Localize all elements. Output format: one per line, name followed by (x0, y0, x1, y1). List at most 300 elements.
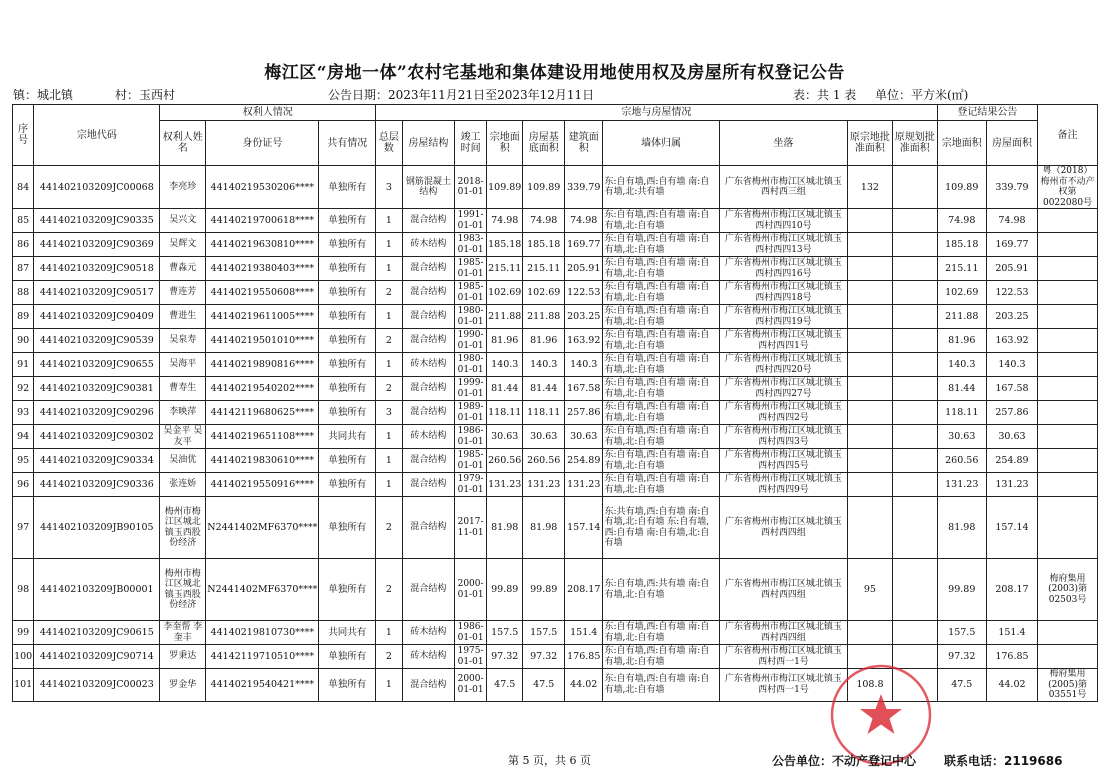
row-owner: 罗秉达 (160, 645, 206, 669)
row-parcel-code: 441402103209JC90517 (34, 281, 160, 305)
row-floors: 2 (376, 559, 403, 621)
row-year: 1975-01-01 (455, 645, 487, 669)
row-land-area: 140.3 (487, 353, 523, 377)
row-structure: 混合结构 (402, 669, 454, 702)
table-row (13, 209, 1098, 233)
row-share: 单独所有 (319, 257, 376, 281)
row-structure: 混合结构 (402, 497, 454, 559)
row-result-land: 81.96 (937, 329, 986, 353)
row-orig-approved (848, 329, 893, 353)
row-land-area: 97.32 (487, 645, 523, 669)
row-year: 1989-01-01 (455, 401, 487, 425)
row-boundary: 东:自有墙,西:自有墙 南:自有墙,北:自有墙 (603, 281, 719, 305)
row-build-area: 131.23 (565, 473, 603, 497)
row-seq: 93 (13, 401, 34, 425)
row-result-house: 254.89 (986, 449, 1037, 473)
row-seq: 101 (13, 669, 34, 702)
row-owner: 张连娇 (160, 473, 206, 497)
table-row (13, 353, 1098, 377)
header-year: 竣工时间 (455, 121, 487, 166)
row-orig-approved (848, 377, 893, 401)
row-seq: 88 (13, 281, 34, 305)
row-land-area: 30.63 (487, 425, 523, 449)
row-result-house: 169.77 (986, 233, 1037, 257)
row-seq: 100 (13, 645, 34, 669)
row-parcel-code: 441402103209JC90714 (34, 645, 160, 669)
row-orig-plan (892, 621, 937, 645)
row-result-land: 30.63 (937, 425, 986, 449)
row-remark: 梅府集用(2005)第03551号 (1038, 669, 1098, 702)
row-result-house: 203.25 (986, 305, 1037, 329)
row-share: 单独所有 (319, 377, 376, 401)
row-boundary: 东:自有墙,西:自有墙 南:自有墙,北:自有墙 (603, 377, 719, 401)
row-land-area: 215.11 (487, 257, 523, 281)
row-orig-approved (848, 497, 893, 559)
row-orig-plan (892, 257, 937, 281)
row-result-house: 257.86 (986, 401, 1037, 425)
row-boundary: 东:自有墙,西:自有墙 南:自有墙,北:自有墙 (603, 233, 719, 257)
row-structure: 砖木结构 (402, 233, 454, 257)
row-orig-plan (892, 209, 937, 233)
row-orig-approved (848, 305, 893, 329)
row-structure: 砖木结构 (402, 425, 454, 449)
row-structure: 砖木结构 (402, 353, 454, 377)
row-build-area: 167.58 (565, 377, 603, 401)
row-share: 单独所有 (319, 166, 376, 209)
row-remark (1038, 305, 1098, 329)
row-seq: 97 (13, 497, 34, 559)
row-result-land: 215.11 (937, 257, 986, 281)
row-seq: 98 (13, 559, 34, 621)
table-count: 表：共 1 表 (793, 88, 857, 102)
row-share: 单独所有 (319, 645, 376, 669)
row-location: 广东省梅州市梅江区城北镇玉西村西四20号 (719, 353, 847, 377)
row-seq: 84 (13, 166, 34, 209)
row-floors: 1 (376, 425, 403, 449)
row-share: 单独所有 (319, 669, 376, 702)
row-year: 1985-01-01 (455, 449, 487, 473)
row-year: 1990-01-01 (455, 329, 487, 353)
row-owner: 梅州市梅江区城北镇玉西股份经济 (160, 559, 206, 621)
row-build-area: 169.77 (565, 233, 603, 257)
row-seq: 87 (13, 257, 34, 281)
row-orig-plan (892, 473, 937, 497)
row-land-area: 131.23 (487, 473, 523, 497)
table-row (13, 559, 1098, 621)
header-result-land: 宗地面积 (937, 121, 986, 166)
row-orig-approved (848, 353, 893, 377)
row-build-area: 176.85 (565, 645, 603, 669)
row-boundary: 东:自有墙,西:自有墙 南:自有墙,北:自有墙 (603, 329, 719, 353)
row-remark (1038, 257, 1098, 281)
header-seq: 序号 (13, 105, 34, 166)
row-base-area: 260.56 (523, 449, 565, 473)
row-land-area: 157.5 (487, 621, 523, 645)
row-boundary: 东:自有墙,西:自有墙 南:自有墙,北:自有墙 (603, 353, 719, 377)
row-parcel-code: 441402103209JC00068 (34, 166, 160, 209)
row-location: 广东省梅州市梅江区城北镇玉西村西四27号 (719, 377, 847, 401)
row-build-area: 208.17 (565, 559, 603, 621)
row-share: 单独所有 (319, 497, 376, 559)
row-id: N2441402MF6370**** (206, 559, 319, 621)
row-year: 1985-01-01 (455, 281, 487, 305)
table-row (13, 305, 1098, 329)
row-parcel-code: 441402103209JC90518 (34, 257, 160, 281)
row-result-house: 163.92 (986, 329, 1037, 353)
row-year: 2018-01-01 (455, 166, 487, 209)
row-orig-plan (892, 353, 937, 377)
row-base-area: 81.98 (523, 497, 565, 559)
row-base-area: 81.96 (523, 329, 565, 353)
row-build-area: 157.14 (565, 497, 603, 559)
row-id: 44140219380403**** (206, 257, 319, 281)
row-base-area: 74.98 (523, 209, 565, 233)
row-floors: 2 (376, 645, 403, 669)
row-share: 单独所有 (319, 353, 376, 377)
header-boundary: 墙体归属 (603, 121, 719, 166)
row-boundary: 东:自有墙,西:自有墙 南:自有墙,北:自有墙 (603, 401, 719, 425)
row-location: 广东省梅州市梅江区城北镇玉西村西四组 (719, 559, 847, 621)
row-location: 广东省梅州市梅江区城北镇玉西村西四9号 (719, 473, 847, 497)
row-location: 广东省梅州市梅江区城北镇玉西村西三组 (719, 166, 847, 209)
row-id: 44140219651108**** (206, 425, 319, 449)
row-year: 1986-01-01 (455, 621, 487, 645)
row-owner: 曹进生 (160, 305, 206, 329)
row-structure: 砖木结构 (402, 645, 454, 669)
row-land-area: 81.44 (487, 377, 523, 401)
row-year: 1985-01-01 (455, 257, 487, 281)
row-seq: 99 (13, 621, 34, 645)
row-parcel-code: 441402103209JC90655 (34, 353, 160, 377)
row-floors: 2 (376, 377, 403, 401)
row-location: 广东省梅州市梅江区城北镇玉西村西四16号 (719, 257, 847, 281)
row-land-area: 99.89 (487, 559, 523, 621)
row-id: 44140219501010**** (206, 329, 319, 353)
row-boundary: 东:自有墙,西:自有墙 南:自有墙,北:自有墙 (603, 449, 719, 473)
row-land-area: 81.96 (487, 329, 523, 353)
row-build-area: 205.91 (565, 257, 603, 281)
row-remark (1038, 449, 1098, 473)
row-remark (1038, 621, 1098, 645)
row-owner: 吴辉文 (160, 233, 206, 257)
row-result-house: 74.98 (986, 209, 1037, 233)
row-build-area: 203.25 (565, 305, 603, 329)
page-indicator: 第 5 页，共 6 页 (508, 754, 591, 767)
row-boundary: 东:自有墙,西:自有墙 南:自有墙,北:共有墙 (603, 166, 719, 209)
header-share: 共有情况 (319, 121, 376, 166)
row-structure: 混合结构 (402, 281, 454, 305)
row-id: 44140219810730**** (206, 621, 319, 645)
header-rights-group: 权利人情况 (160, 105, 376, 121)
row-owner: 罗金华 (160, 669, 206, 702)
row-result-land: 81.98 (937, 497, 986, 559)
row-remark (1038, 645, 1098, 669)
row-base-area: 97.32 (523, 645, 565, 669)
row-id: 44140219890816**** (206, 353, 319, 377)
row-base-area: 99.89 (523, 559, 565, 621)
row-boundary: 东:自有墙,西:自有墙 南:自有墙,北:自有墙 (603, 257, 719, 281)
row-result-land: 47.5 (937, 669, 986, 702)
row-id: 44142119710510**** (206, 645, 319, 669)
row-floors: 1 (376, 257, 403, 281)
row-orig-plan (892, 166, 937, 209)
row-orig-approved (848, 473, 893, 497)
row-result-land: 102.69 (937, 281, 986, 305)
table-row (13, 166, 1098, 209)
row-id: 44140219550916**** (206, 473, 319, 497)
row-share: 单独所有 (319, 401, 376, 425)
row-structure: 混合结构 (402, 401, 454, 425)
row-base-area: 131.23 (523, 473, 565, 497)
row-seq: 94 (13, 425, 34, 449)
row-id: 44140219550608**** (206, 281, 319, 305)
header-result-house: 房屋面积 (986, 121, 1037, 166)
row-base-area: 157.5 (523, 621, 565, 645)
header-orig-approved: 原宗地批准面积 (848, 121, 893, 166)
table-row (13, 449, 1098, 473)
row-result-house: 176.85 (986, 645, 1037, 669)
row-parcel-code: 441402103209JC90302 (34, 425, 160, 449)
row-orig-approved (848, 645, 893, 669)
row-owner: 曹连芳 (160, 281, 206, 305)
row-remark (1038, 281, 1098, 305)
row-remark (1038, 233, 1098, 257)
row-floors: 1 (376, 233, 403, 257)
row-share: 共同共有 (319, 621, 376, 645)
register-table (12, 104, 1098, 702)
row-share: 单独所有 (319, 281, 376, 305)
row-parcel-code: 441402103209JC90381 (34, 377, 160, 401)
row-boundary: 东:自有墙,西:自有墙 南:自有墙,北:自有墙 (603, 305, 719, 329)
row-land-area: 47.5 (487, 669, 523, 702)
row-location: 广东省梅州市梅江区城北镇玉西村西四2号 (719, 401, 847, 425)
row-structure: 混合结构 (402, 257, 454, 281)
row-result-house: 208.17 (986, 559, 1037, 621)
row-boundary: 东:共有墙,西:自有墙 南:自有墙,北:自有墙 东:自有墙,西:自有墙 南:自有墙,北:自有墙 (603, 497, 719, 559)
row-year: 1986-01-01 (455, 425, 487, 449)
row-orig-plan (892, 559, 937, 621)
row-result-land: 140.3 (937, 353, 986, 377)
row-orig-approved: 95 (848, 559, 893, 621)
row-result-land: 81.44 (937, 377, 986, 401)
row-remark (1038, 209, 1098, 233)
row-floors: 2 (376, 281, 403, 305)
table-row (13, 473, 1098, 497)
row-floors: 1 (376, 209, 403, 233)
row-owner: 吴海平 (160, 353, 206, 377)
page-title: 梅江区“房地一体”农村宅基地和集体建设用地使用权及房屋所有权登记公告 (264, 63, 845, 83)
row-orig-plan (892, 497, 937, 559)
row-id: 44140219530206**** (206, 166, 319, 209)
row-structure: 混合结构 (402, 305, 454, 329)
row-parcel-code: 441402103209JC90296 (34, 401, 160, 425)
row-year: 1980-01-01 (455, 353, 487, 377)
row-result-land: 185.18 (937, 233, 986, 257)
row-floors: 1 (376, 353, 403, 377)
row-orig-plan (892, 329, 937, 353)
town-label: 镇：城北镇 (13, 88, 74, 102)
row-location: 广东省梅州市梅江区城北镇玉西村西四10号 (719, 209, 847, 233)
row-owner: 吴泉寿 (160, 329, 206, 353)
row-result-land: 74.98 (937, 209, 986, 233)
table-row (13, 425, 1098, 449)
row-structure: 混合结构 (402, 209, 454, 233)
row-location: 广东省梅州市梅江区城北镇玉西村西四13号 (719, 233, 847, 257)
row-id: 44140219540421**** (206, 669, 319, 702)
row-result-land: 97.32 (937, 645, 986, 669)
row-id: N2441402MF6370**** (206, 497, 319, 559)
row-structure: 混合结构 (402, 377, 454, 401)
header-build-area: 建筑面积 (565, 121, 603, 166)
row-base-area: 102.69 (523, 281, 565, 305)
row-location: 广东省梅州市梅江区城北镇玉西村西四19号 (719, 305, 847, 329)
row-result-land: 118.11 (937, 401, 986, 425)
row-floors: 3 (376, 166, 403, 209)
row-seq: 91 (13, 353, 34, 377)
row-remark: 梅府集用(2003)第02503号 (1038, 559, 1098, 621)
row-result-land: 99.89 (937, 559, 986, 621)
row-result-house: 205.91 (986, 257, 1037, 281)
row-base-area: 109.89 (523, 166, 565, 209)
table-row (13, 669, 1098, 702)
row-structure: 混合结构 (402, 559, 454, 621)
row-result-house: 339.79 (986, 166, 1037, 209)
row-build-area: 151.4 (565, 621, 603, 645)
row-seq: 89 (13, 305, 34, 329)
row-parcel-code: 441402103209JC90334 (34, 449, 160, 473)
table-row (13, 377, 1098, 401)
row-parcel-code: 441402103209JC90409 (34, 305, 160, 329)
row-owner: 李映萍 (160, 401, 206, 425)
row-build-area: 74.98 (565, 209, 603, 233)
row-structure: 混合结构 (402, 449, 454, 473)
row-remark (1038, 329, 1098, 353)
row-floors: 2 (376, 497, 403, 559)
header-owner: 权利人姓名 (160, 121, 206, 166)
row-orig-plan (892, 233, 937, 257)
row-share: 单独所有 (319, 559, 376, 621)
row-share: 共同共有 (319, 425, 376, 449)
header-location: 坐落 (719, 121, 847, 166)
header-floors: 总层数 (376, 121, 403, 166)
row-result-house: 44.02 (986, 669, 1037, 702)
row-boundary: 东:自有墙,西:自有墙 南:自有墙,北:自有墙 (603, 645, 719, 669)
row-owner: 梅州市梅江区城北镇玉西股份经济 (160, 497, 206, 559)
row-year: 1979-01-01 (455, 473, 487, 497)
row-land-area: 74.98 (487, 209, 523, 233)
row-year: 1983-01-01 (455, 233, 487, 257)
row-build-area: 140.3 (565, 353, 603, 377)
row-floors: 1 (376, 621, 403, 645)
village-label: 村：玉西村 (115, 88, 176, 102)
row-boundary: 东:自有墙,西:共有墙 南:自有墙,北:自有墙 (603, 559, 719, 621)
row-orig-approved (848, 281, 893, 305)
table-row (13, 621, 1098, 645)
row-location: 广东省梅州市梅江区城北镇玉西村西一1号 (719, 645, 847, 669)
row-parcel-code: 441402103209JC90539 (34, 329, 160, 353)
row-location: 广东省梅州市梅江区城北镇玉西村西四1号 (719, 329, 847, 353)
row-result-house: 140.3 (986, 353, 1037, 377)
row-floors: 1 (376, 669, 403, 702)
row-base-area: 118.11 (523, 401, 565, 425)
row-floors: 1 (376, 449, 403, 473)
row-result-land: 109.89 (937, 166, 986, 209)
row-share: 单独所有 (319, 209, 376, 233)
row-id: 44140219830610**** (206, 449, 319, 473)
row-parcel-code: 441402103209JC90369 (34, 233, 160, 257)
notice-date: 公告日期：2023年11月21日至2023年12月11日 (328, 88, 595, 102)
row-orig-approved: 132 (848, 166, 893, 209)
row-floors: 1 (376, 305, 403, 329)
row-location: 广东省梅州市梅江区城北镇玉西村西四18号 (719, 281, 847, 305)
row-parcel-code: 441402103209JC90336 (34, 473, 160, 497)
row-land-area: 118.11 (487, 401, 523, 425)
publisher: 公告单位：不动产登记中心 (772, 754, 917, 768)
row-id: 44140219630810**** (206, 233, 319, 257)
row-boundary: 东:自有墙,西:自有墙 南:自有墙,北:自有墙 (603, 425, 719, 449)
row-boundary: 东:自有墙,西:自有墙 南:自有墙,北:自有墙 (603, 621, 719, 645)
unit-label: 单位：平方米(㎡) (875, 88, 969, 102)
row-orig-approved (848, 425, 893, 449)
row-orig-approved (848, 449, 893, 473)
header-land-group: 宗地与房屋情况 (376, 105, 938, 121)
row-base-area: 30.63 (523, 425, 565, 449)
row-owner: 李奎帮 李奎丰 (160, 621, 206, 645)
row-structure: 砖木结构 (402, 621, 454, 645)
row-share: 单独所有 (319, 305, 376, 329)
row-owner: 曹淼元 (160, 257, 206, 281)
header-land-area: 宗地面积 (487, 121, 523, 166)
row-orig-approved (848, 621, 893, 645)
table-row (13, 329, 1098, 353)
row-year: 1991-01-01 (455, 209, 487, 233)
header-base-area: 房屋基底面积 (523, 121, 565, 166)
row-result-land: 260.56 (937, 449, 986, 473)
row-owner: 吴金平 吴友平 (160, 425, 206, 449)
row-orig-plan (892, 425, 937, 449)
row-land-area: 81.98 (487, 497, 523, 559)
row-orig-plan (892, 669, 937, 702)
row-result-house: 122.53 (986, 281, 1037, 305)
row-owner: 吴兴文 (160, 209, 206, 233)
row-floors: 3 (376, 401, 403, 425)
row-parcel-code: 441402103209JC90615 (34, 621, 160, 645)
row-remark (1038, 377, 1098, 401)
header-structure: 房屋结构 (402, 121, 454, 166)
row-remark (1038, 473, 1098, 497)
row-build-area: 257.86 (565, 401, 603, 425)
row-seq: 86 (13, 233, 34, 257)
row-result-house: 131.23 (986, 473, 1037, 497)
header-orig-plan: 原规划批准面积 (892, 121, 937, 166)
row-result-house: 167.58 (986, 377, 1037, 401)
row-location: 广东省梅州市梅江区城北镇玉西村西四3号 (719, 425, 847, 449)
row-id: 44140219540202**** (206, 377, 319, 401)
header-result-group: 登记结果公告 (937, 105, 1037, 121)
row-result-house: 30.63 (986, 425, 1037, 449)
row-structure: 混合结构 (402, 473, 454, 497)
row-orig-plan (892, 645, 937, 669)
row-floors: 2 (376, 329, 403, 353)
row-remark (1038, 497, 1098, 559)
row-location: 广东省梅州市梅江区城北镇玉西村西四组 (719, 621, 847, 645)
row-orig-approved (848, 209, 893, 233)
row-owner: 曹寿生 (160, 377, 206, 401)
row-orig-approved (848, 257, 893, 281)
row-build-area: 339.79 (565, 166, 603, 209)
header-remark: 备注 (1038, 105, 1098, 166)
row-orig-approved (848, 233, 893, 257)
